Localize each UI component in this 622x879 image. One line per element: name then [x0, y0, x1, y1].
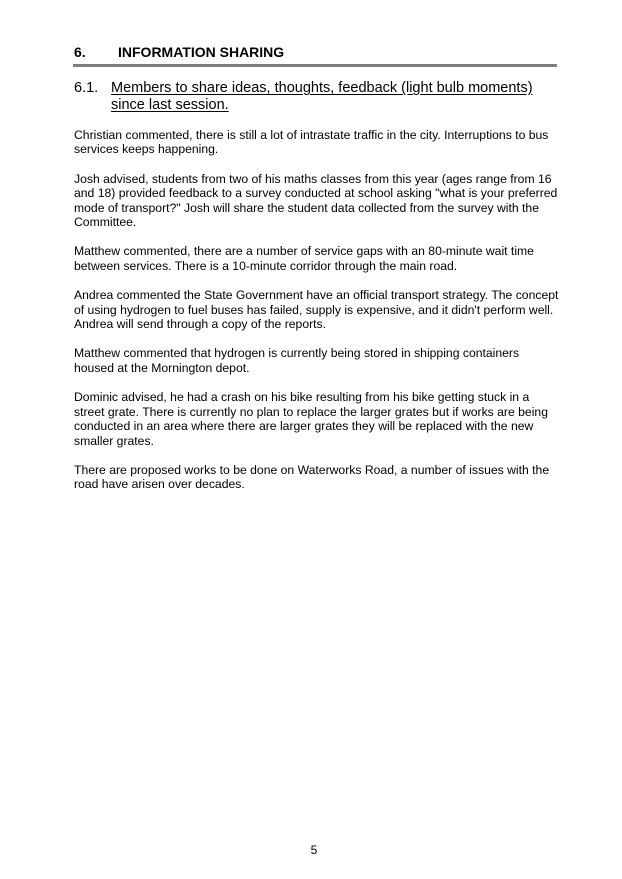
heading-divider	[73, 64, 557, 67]
paragraph-andrea: Andrea commented the State Government have an official transport strategy. The concept of using hydrogen to fuel buses has failed, supply is expensive, and it didn't perform well. Andrea will send through a copy of the reports.	[74, 288, 559, 332]
paragraph-waterworks-road: There are proposed works to be done on Waterworks Road, a number of issues with the road have arisen over decades.	[74, 462, 550, 492]
paragraph-matthew-hydrogen: Matthew commented that hydrogen is currently being stored in shipping containers housed at the Mornington depot.	[74, 346, 520, 375]
subsection-heading	[74, 80, 557, 114]
section-title: INFORMATION SHARING	[118, 44, 285, 60]
minutes-body	[74, 128, 560, 507]
subsection-title: Members to share ideas, thoughts, feedback (light bulb moments) since last session.	[111, 80, 533, 113]
page-number: 5	[310, 843, 318, 857]
section-heading	[74, 44, 557, 60]
section-number: 6.	[74, 44, 86, 60]
subsection-number: 6.1.	[74, 80, 99, 96]
paragraph-christian: Christian commented, there is still a lot of intrastate traffic in the city. Interruptions to bus services keeps happening.	[74, 128, 549, 157]
paragraph-dominic: Dominic advised, he had a crash on his bike resulting from his bike getting stuck in a street grate. There is currently no plan to replace the larger grates but if works are being conducted in an area where there are larger grates they will be replaced with the new smaller grates.	[74, 390, 548, 448]
paragraph-matthew-service-gaps: Matthew commented, there are a number of service gaps with an 80-minute wait time between services. There is a 10-minute corridor through the main road.	[74, 244, 534, 273]
paragraph-josh: Josh advised, students from two of his maths classes from this year (ages range from 16 and 18) provided feedback to a survey conducted at school asking "what is your preferred mode of transport?" Josh will share the student data collected from the survey with the Committee.	[74, 171, 558, 230]
